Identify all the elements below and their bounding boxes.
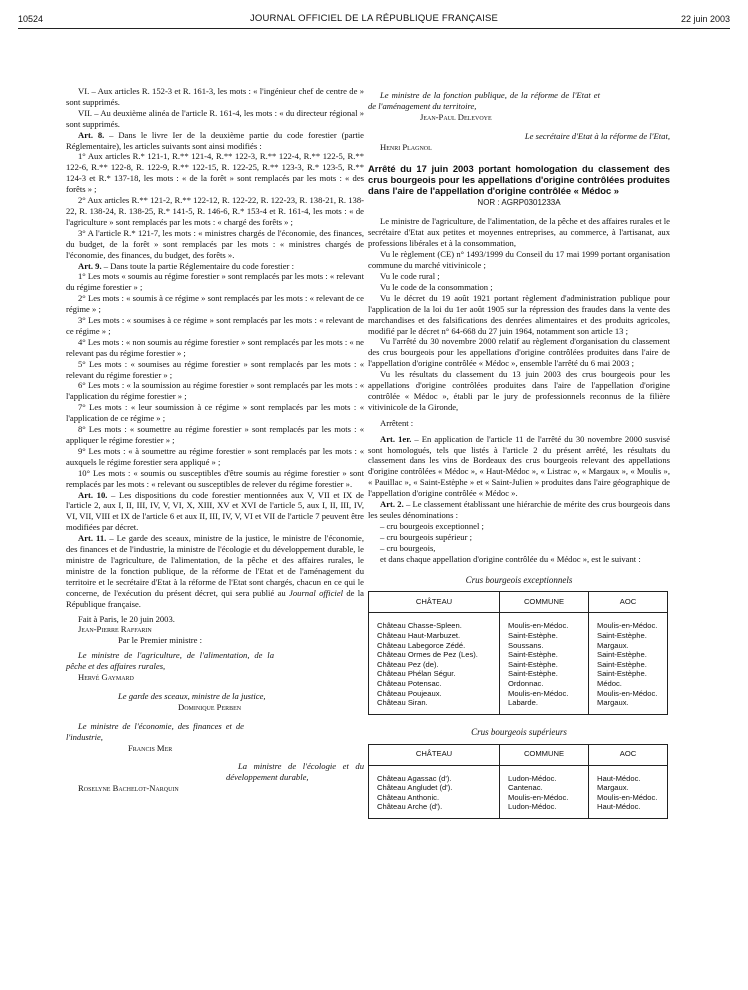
signatory-name: Hervé Gaymard (78, 672, 134, 683)
chateau-cell: Château Pez (de). (369, 660, 500, 670)
column-header: AOC (589, 744, 668, 765)
list-item: – cru bourgeois, (380, 542, 436, 553)
paragraph: et dans chaque appellation d'origine contrôlée du « Médoc », est le suivant : (380, 553, 641, 564)
chateau-cell: Château Angludet (d'). (369, 783, 500, 793)
decree-title: Arrêté du 17 juin 2003 portant homologation du classement des crus bourgeois pour les appellations d'origine contrôlées produites dans l'aire de l'appellation d'origine contrôlée « Médoc » (368, 162, 670, 196)
paragraph: VII. – Au deuxième alinéa de l'article R. 161-4, les mots : « du directeur régional » sont supprimés. (66, 107, 364, 129)
chateau-cell: Château Labegorce Zédé. (369, 641, 500, 651)
page-header (18, 10, 730, 28)
article-text: – Le garde des sceaux, ministre de la justice, le ministre de l'économie, des finances et de l'industrie, la ministre de l'écologie et du développement durable, le ministre de l'agriculture, de l'alimentation, de la pêche et des affaires rurales, le ministre de la fonction publique, de la réforme de l'Etat et de l'aménagement du territoire et le secrétaire d'Etat à la réforme de l'Etat sont chargés, chacun en ce qui le concerne, de l'exécution du présent décret, qui sera publié au (66, 533, 365, 598)
table-row (369, 631, 668, 641)
table-row (369, 641, 668, 651)
table-row (369, 689, 668, 699)
article-label: Art. 2. (380, 499, 404, 510)
aoc-cell: Margaux. (589, 698, 668, 714)
page-number: 10524 (18, 14, 44, 24)
aoc-cell: Moulis-en-Médoc. (589, 613, 668, 631)
chateau-cell: Château Chasse-Spleen. (369, 613, 500, 631)
list-item: 2° Les mots : « soumis à ce régime » sont remplacés par les mots : « relevant de ce régime » ; (66, 293, 364, 315)
paragraph: 1° Aux articles R.* 121-1, R.** 121-4, R.** 122-3, R.** 122-4, R.** 122-5, R.** 122-6, R.** 122-8, R. 122-9, R.** 122-15, R. 122-25, R.** 123-3, R.* 123-5, R.** 124-3 et R.* 137-18, les mots : « de la forêt » sont remplacés par les mots : « des forêts » ; (66, 151, 364, 195)
chateau-cell: Château Siran. (369, 698, 500, 714)
commune-cell: Moulis-en-Médoc. (500, 613, 589, 631)
crus-table-exceptionnels (368, 591, 668, 714)
table-caption: Crus bourgeois supérieurs (471, 726, 567, 737)
aoc-cell: Saint-Estèphe. (589, 669, 668, 679)
table-row (369, 679, 668, 689)
list-item: 4° Les mots : « non soumis au régime forestier » sont remplacés par les mots : « ne relevant pas du régime forestier » ; (66, 336, 364, 358)
paragraph: Vu le décret du 19 août 1921 portant règlement d'administration publique pour l'application de la loi du 1er août 1905 sur la répression des fraudes dans la vente des marchandises et des falsifications des denrées alimentaires et des produits agricoles, modifié par le décret n° 64-668 du 27 juin 1964, notamment son article 13 ; (368, 292, 670, 336)
table-row (369, 765, 668, 783)
table-row (369, 650, 668, 660)
signatory-name: Jean-Paul Delevoye (420, 111, 492, 122)
list-item: – cru bourgeois exceptionnel ; (380, 520, 484, 531)
article-label: Art. 8. (78, 129, 105, 140)
article-label: Art. 11. (78, 533, 107, 544)
aoc-cell: Margaux. (589, 783, 668, 793)
paragraph: VI. – Aux articles R. 152-3 et R. 161-3, les mots : « l'ingénieur chef de centre de » sont supprimés. (66, 86, 364, 107)
signatory-name: Dominique Perben (178, 701, 242, 712)
signature-intro: Par le Premier ministre : (118, 635, 203, 646)
aoc-cell: Moulis-en-Médoc. (589, 689, 668, 699)
table-caption: Crus bourgeois exceptionnels (465, 574, 573, 585)
commune-cell: Labarde. (500, 698, 589, 714)
aoc-cell: Saint-Estèphe. (589, 660, 668, 670)
signatory-name: Jean-Pierre Raffarin (78, 624, 152, 635)
paragraph: Vu l'arrêté du 30 novembre 2000 relatif au règlement d'organisation du classement des crus bourgeois pour les appellations d'origine contrôlées produites dans l'aire de l'appellation d'origine contrôlée « Médoc », ensemble l'arrêté du 6 mai 2003 ; (368, 336, 670, 369)
table-row (369, 669, 668, 679)
article-label: Art. 1er. (380, 433, 412, 444)
column-header: CHÂTEAU (369, 744, 500, 765)
article-1 (368, 434, 670, 499)
arretent: Arrêtent : (380, 417, 414, 428)
nor-reference: NOR : AGRP0301233A (477, 197, 561, 207)
article-label: Art. 9. (78, 260, 102, 271)
signatory-title: Le ministre de l'agriculture, de l'alimentation, de la pêche et des affaires rurales, (66, 650, 274, 672)
right-column (368, 90, 670, 819)
table-row (369, 793, 668, 803)
aoc-cell: Haut-Médoc. (589, 802, 668, 818)
commune-cell: Ordonnac. (500, 679, 589, 689)
aoc-cell: Haut-Médoc. (589, 765, 668, 783)
signatory-name: Francis Mer (128, 742, 173, 753)
article-text: de la République française. (66, 587, 364, 609)
paragraph: 2° Aux articles R.** 121-2, R.** 122-12, R. 122-22, R. 122-23, R. 138-21, R. 138-22, R. 138-24, R. 138-25, R.* 141-5, R. 146-6, R.* 153-4 et R. 161-4, les mots : « de l'agriculture » sont remplacés par les mots : « chargé des forêts » ; (66, 195, 364, 227)
chateau-cell: Château Arche (d'). (369, 802, 500, 818)
article-2 (368, 499, 670, 521)
commune-cell: Moulis-en-Médoc. (500, 793, 589, 803)
paragraph: Le ministre de l'agriculture, de l'alimentation, de la pêche et des affaires rurales et le secrétaire d'Etat aux petites et moyennes entreprises, au commerce, à l'artisanat, aux professions libérales et à la consommation, (368, 216, 670, 249)
issue-date: 22 juin 2003 (680, 14, 730, 24)
list-item: 10° Les mots : « soumis ou susceptibles d'être soumis au régime forestier » sont remplacés par les mots : « relevant ou susceptibles de relever du régime forestier ». (66, 467, 364, 489)
commune-cell: Cantenac. (500, 783, 589, 793)
article-text: – En application de l'article 11 de l'arrêté du 30 novembre 2000 susvisé sont homologués, tels que listés à l'article 2 du présent arrêté, les résultats du classement dans les vins de Bordeaux des crus bourgeois relevant des appellations d'origine contrôlées « Médoc », « Haut-Médoc », « Listrac », « Margaux », « Moulis », « Pauillac », « Saint-Estèphe » et « Saint-Julien » produites dans l'aire géographique de l'appellation d'origine contrôlée « Médoc ». (368, 433, 670, 499)
paragraph: Vu le code de la consommation ; (380, 281, 493, 292)
commune-cell: Saint-Estèphe. (500, 631, 589, 641)
paragraph: Vu le code rural ; (380, 270, 440, 281)
article-9 (66, 261, 364, 272)
journal-reference: Journal officiel (289, 587, 343, 598)
commune-cell: Moulis-en-Médoc. (500, 689, 589, 699)
list-item: 8° Les mots : « soumettre au régime forestier » sont remplacés par les mots : « appliquer le régime forestier » ; (66, 424, 364, 445)
signatory-title: Le secrétaire d'Etat à la réforme de l'Etat, (524, 130, 670, 141)
list-item: 9° Les mots : « à soumettre au régime forestier » sont remplacés par les mots : « auxquels le régime forestier sera appliqué » ; (66, 445, 364, 467)
article-10 (66, 490, 364, 534)
commune-cell: Saint-Estèphe. (500, 669, 589, 679)
table-row (369, 613, 668, 631)
paragraph: 3° A l'article R.* 121-7, les mots : « ministres chargés de l'économie, des finances, du budget, de la forêt » sont remplacés par les mots : « ministres chargés de l'économie, des finances, du budget, des forêts ». (66, 227, 364, 260)
commune-cell: Ludon-Médoc. (500, 802, 589, 818)
chateau-cell: Château Anthonic. (369, 793, 500, 803)
chateau-cell: Château Phélan Ségur. (369, 669, 500, 679)
article-11 (66, 533, 364, 609)
paragraph: Vu les résultats du classement du 13 juin 2003 des crus bourgeois pour les appellations d'origine contrôlées produites dans l'aire de l'appellation d'origine contrôlée « Médoc », établi par le jury de professionnels reconnus de la filière vitivinicole de la Gironde, (368, 369, 670, 412)
list-item: 3° Les mots : « soumises à ce régime » sont remplacés par les mots : « relevant de ce régime » ; (66, 315, 364, 336)
paragraph: Vu le règlement (CE) n° 1493/1999 du Conseil du 17 mai 1999 portant organisation commune du marché vitivinicole ; (368, 249, 670, 271)
table-row (369, 802, 668, 818)
column-header: CHÂTEAU (369, 592, 500, 613)
chateau-cell: Château Poujeaux. (369, 689, 500, 699)
aoc-cell: Saint-Estèphe. (589, 650, 668, 660)
table-row (369, 698, 668, 714)
chateau-cell: Château Agassac (d'). (369, 765, 500, 783)
chateau-cell: Château Potensac. (369, 679, 500, 689)
left-column (66, 86, 364, 794)
article-label: Art. 10. (78, 489, 108, 500)
journal-title: JOURNAL OFFICIEL DE LA RÉPUBLIQUE FRANÇAISE (249, 13, 499, 24)
table-row (369, 660, 668, 670)
signatory-name: Henri Plagnol (380, 141, 432, 152)
article-text: – Les dispositions du code forestier mentionnées aux V, VII et IX de l'article 2, aux I, II, III, IV, V, VI, X, XIII, XV et XVI de l'article 5, aux I, II, III, IV, VI, VII, VIII et IX de l'article 6 et aux II, III, IV, V, VI et VII de l'article 7 peuvent être modifiées par décret. (66, 489, 364, 533)
signatory-title: Le ministre de la fonction publique, de la réforme de l'Etat et de l'aménagement du territoire, (368, 90, 600, 111)
article-text: – Dans le livre Ier de la deuxième partie du code forestier (partie Réglementaire), les articles suivants sont ainsi modifiés : (66, 129, 364, 151)
signatory-title: La ministre de l'écologie et du développement durable, (226, 761, 364, 783)
aoc-cell: Moulis-en-Médoc. (589, 793, 668, 803)
article-text: – Dans toute la partie Réglementaire du code forestier : (101, 260, 294, 271)
list-item: 1° Les mots « soumis au régime forestier » sont remplacés par les mots : « relevant du régime forestier » ; (66, 271, 364, 293)
commune-cell: Soussans. (500, 641, 589, 651)
chateau-cell: Château Haut-Marbuzet. (369, 631, 500, 641)
list-item: 6° Les mots : « la soumission au régime forestier » sont remplacés par les mots : « l'application du régime forestier » ; (66, 380, 364, 402)
list-item: 7° Les mots : « leur soumission à ce régime » sont remplacés par les mots : « l'application de ce régime » ; (66, 402, 364, 424)
signatory-title: Le ministre de l'économie, des finances et de l'industrie, (66, 720, 244, 742)
article-text: – Le classement établissant une hiérarchie de mérite des crus bourgeois dans les seules dénominations : (368, 499, 671, 520)
crus-table-superieurs (368, 744, 668, 819)
aoc-cell: Margaux. (589, 641, 668, 651)
list-item: 5° Les mots : « soumises au régime forestier » sont remplacés par les mots : « relevant du régime forestier » ; (66, 358, 364, 380)
commune-cell: Saint-Estèphe. (500, 650, 589, 660)
commune-cell: Saint-Estèphe. (500, 660, 589, 670)
table-row (369, 783, 668, 793)
header-rule (18, 28, 730, 29)
article-8 (66, 130, 364, 152)
aoc-cell: Médoc. (589, 679, 668, 689)
aoc-cell: Saint-Estèphe. (589, 631, 668, 641)
signature-place-date: Fait à Paris, le 20 juin 2003. (78, 613, 175, 624)
signatory-title: Le garde des sceaux, ministre de la justice, (118, 690, 266, 701)
commune-cell: Ludon-Médoc. (500, 765, 589, 783)
column-header: COMMUNE (500, 592, 589, 613)
signatory-name: Roselyne Bachelot-Narquin (78, 783, 179, 794)
chateau-cell: Château Ormes de Pez (Les). (369, 650, 500, 660)
list-item: – cru bourgeois supérieur ; (380, 531, 472, 542)
column-header: AOC (589, 592, 668, 613)
column-header: COMMUNE (500, 744, 589, 765)
